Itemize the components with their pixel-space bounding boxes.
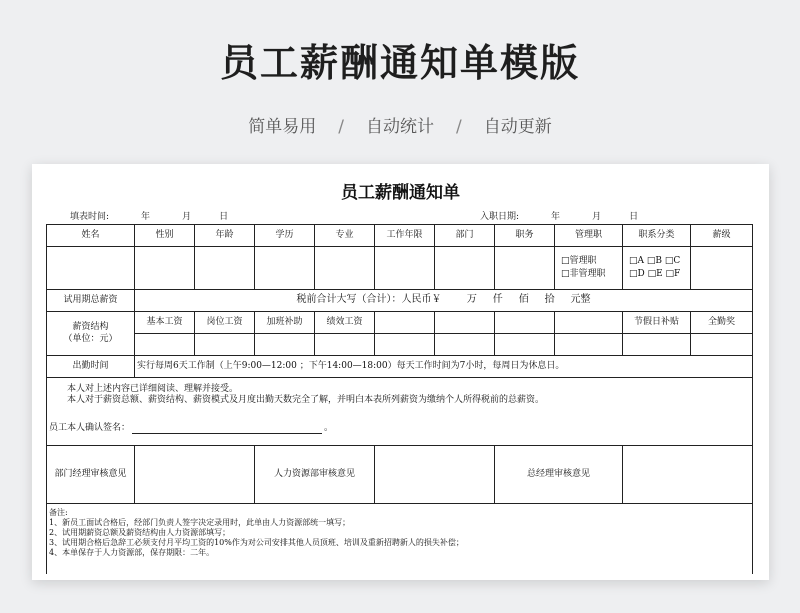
- trial-salary-amount[interactable]: 税前合计大写（合计）：人民币￥ 万 仟 佰 拾 元整: [135, 290, 753, 312]
- entry-month-label: 月: [592, 212, 602, 222]
- signature-field[interactable]: [132, 424, 322, 434]
- statement-row: [47, 378, 753, 446]
- structure-value-cell[interactable]: [375, 334, 435, 356]
- checkbox-non-management[interactable]: □非管理职: [561, 269, 606, 279]
- notes-title: 备注:: [49, 508, 68, 517]
- header-education: 学历: [255, 225, 315, 247]
- structure-value-cell[interactable]: [623, 334, 691, 356]
- review-gm-input[interactable]: [623, 446, 753, 504]
- structure-item-overtime: 加班补助: [255, 312, 315, 334]
- salary-form-table: [46, 224, 753, 574]
- header-position: 职务: [495, 225, 555, 247]
- subtitle-item-2: 自动统计: [366, 117, 434, 137]
- structure-item-performance: 绩效工资: [315, 312, 375, 334]
- review-hr-input[interactable]: [375, 446, 495, 504]
- checkbox-category-def[interactable]: □D □E □F: [629, 269, 681, 279]
- header-department: 部门: [435, 225, 495, 247]
- note-line: 1、新员工面试合格后，经部门负责人签字决定录用时，此单由人力资源部统一填写；: [49, 518, 351, 527]
- major-input-cell[interactable]: [315, 247, 375, 290]
- fill-year-label: 年: [141, 212, 151, 222]
- form-title: 员工薪酬通知单: [341, 183, 460, 203]
- statement-cell: [47, 378, 753, 446]
- structure-value-cell[interactable]: [495, 334, 555, 356]
- note-line: 3、试用期合格后急辞工必须支付月平均工资的10%作为对公司安排其他人员顶班、培训及重新招聘新人的损失补偿；: [49, 538, 464, 547]
- structure-item-blank: [495, 312, 555, 334]
- structure-item-post: 岗位工资: [195, 312, 255, 334]
- trial-salary-row: [47, 290, 753, 312]
- structure-item-blank: [555, 312, 623, 334]
- notes-cell: [47, 504, 753, 574]
- subtitle-separator: /: [338, 117, 344, 137]
- gender-input-cell[interactable]: [135, 247, 195, 290]
- trial-salary-label: 试用期总薪资: [47, 290, 135, 312]
- header-major: 专业: [315, 225, 375, 247]
- note-line: 2、试用期薪资总额及薪资结构由人力资源部填写；: [49, 528, 231, 537]
- review-gm-label: 总经理审核意见: [495, 446, 623, 504]
- structure-item-holiday: 节假日补贴: [623, 312, 691, 334]
- fill-date-label: 填表时间:: [70, 212, 110, 222]
- confirm-label: 员工本人确认签名：: [49, 422, 131, 433]
- work-time-row: [47, 356, 753, 378]
- position-input-cell[interactable]: [495, 247, 555, 290]
- statement-line-2: 本人对于薪资总额、薪资结构、薪资模式及月度出勤天数完全了解，并明白本表所列薪资为缴纳个人所得税前的总薪资。: [67, 395, 545, 406]
- structure-value-cell[interactable]: [555, 334, 623, 356]
- subtitle-separator: /: [456, 117, 462, 137]
- work-time-text: 实行每周6天工作制（上午9:00—12:00 ；下午14:00—18:00）每天工作时间为7小时，每周日为休息日。: [135, 356, 753, 378]
- structure-value-cell[interactable]: [195, 334, 255, 356]
- review-dept-input[interactable]: [135, 446, 255, 504]
- structure-value-cell[interactable]: [315, 334, 375, 356]
- structure-value-cell[interactable]: [255, 334, 315, 356]
- structure-value-cell[interactable]: [135, 334, 195, 356]
- statement-line-1: 本人对上述内容已详细阅读、理解并接受。: [67, 384, 239, 394]
- page-title: 员工薪酬通知单模版: [219, 41, 580, 85]
- structure-label: 薪资结构: [72, 322, 109, 333]
- management-checkboxes[interactable]: [555, 247, 623, 290]
- structure-header-row: [47, 312, 753, 334]
- review-row: [47, 446, 753, 504]
- grade-input-cell[interactable]: [691, 247, 753, 290]
- structure-value-cell[interactable]: [691, 334, 753, 356]
- checkbox-category-abc[interactable]: □A □B □C: [629, 255, 681, 266]
- note-line: 4、本单保存于人力资源部，保存期限：二年。: [49, 548, 215, 557]
- checkbox-management[interactable]: □管理职: [561, 255, 597, 266]
- confirm-end: 。: [324, 422, 334, 433]
- education-input-cell[interactable]: [255, 247, 315, 290]
- header-years: 工作年限: [375, 225, 435, 247]
- name-input-cell[interactable]: [47, 247, 135, 290]
- structure-item-attendance: 全勤奖: [691, 312, 753, 334]
- fill-day-label: 日: [219, 212, 229, 222]
- department-input-cell[interactable]: [435, 247, 495, 290]
- work-time-label: 出勤时间: [47, 356, 135, 378]
- structure-item-basic: 基本工资: [135, 312, 195, 334]
- category-checkboxes[interactable]: [623, 247, 691, 290]
- fill-month-label: 月: [182, 212, 192, 222]
- form-sheet: [32, 164, 769, 580]
- review-dept-label: 部门经理审核意见: [47, 446, 135, 504]
- entry-year-label: 年: [551, 212, 561, 222]
- years-input-cell[interactable]: [375, 247, 435, 290]
- header-category: 职系分类: [623, 225, 691, 247]
- info-input-row: [47, 247, 753, 290]
- review-hr-label: 人力资源部审核意见: [255, 446, 375, 504]
- subtitle-item-3: 自动更新: [483, 117, 552, 137]
- age-input-cell[interactable]: [195, 247, 255, 290]
- notes-row: [47, 504, 753, 574]
- structure-unit: （单位：元）: [63, 333, 118, 344]
- header-row: [47, 225, 753, 247]
- structure-value-cell[interactable]: [435, 334, 495, 356]
- structure-item-blank: [375, 312, 435, 334]
- entry-date-row: [480, 209, 638, 222]
- header-management: 管理职: [555, 225, 623, 247]
- header-gender: 性别: [135, 225, 195, 247]
- header-name: 姓名: [47, 225, 135, 247]
- structure-label-cell: [47, 312, 135, 356]
- confirm-signature-line: [49, 423, 750, 434]
- header-grade: 薪级: [691, 225, 753, 247]
- subtitle-item-1: 简单易用: [248, 117, 317, 137]
- structure-value-row: [47, 334, 753, 356]
- structure-item-blank: [435, 312, 495, 334]
- header-age: 年龄: [195, 225, 255, 247]
- fill-date-row: [70, 209, 228, 222]
- subtitle: [0, 112, 800, 137]
- entry-date-label: 入职日期:: [480, 212, 520, 222]
- entry-day-label: 日: [629, 212, 639, 222]
